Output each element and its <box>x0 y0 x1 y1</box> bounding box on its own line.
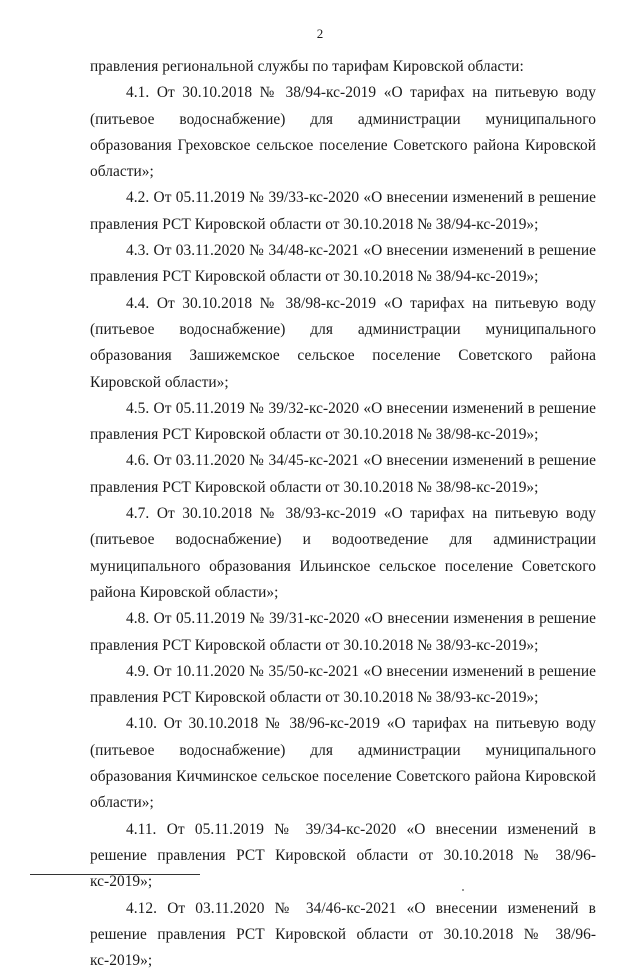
list-item-4-6: 4.6. От 03.11.2020 № 34/45-кс-2021 «О внесении изменений в решение правления РСТ Кировской области от 30.10.2018 № 38/98-кс-2019»; <box>90 448 596 501</box>
list-item-4-11: 4.11. От 05.11.2019 № 39/34-кс-2020 «О внесении изменений в решение правления РСТ Кировской области от 30.10.2018 № 38/96-кс-2019»; <box>90 817 596 896</box>
list-item-4-3: 4.3. От 03.11.2020 № 34/48-кс-2021 «О внесении изменений в решение правления РСТ Кировской области от 30.10.2018 № 38/94-кс-2019»; <box>90 238 596 291</box>
page-number: 2 <box>0 26 640 42</box>
list-item-4-10: 4.10. От 30.10.2018 № 38/96-кс-2019 «О тарифах на питьевую воду (питьевое водоснабжение) для администрации муниципального образования Кичминское сельское поселение Советского района Кировской области»; <box>90 711 596 816</box>
intro-line: правления региональной службы по тарифам Кировской области: <box>90 54 596 80</box>
list-item-4-7: 4.7. От 30.10.2018 № 38/93-кс-2019 «О тарифах на питьевую воду (питьевое водоснабжение) и водоотведение для администрации муниципального образования Ильинское сельское поселение Советского района Кировской области»; <box>90 501 596 606</box>
list-item-4-9: 4.9. От 10.11.2020 № 35/50-кс-2021 «О внесении изменений в решение правления РСТ Кировской области от 30.10.2018 № 38/93-кс-2019»; <box>90 659 596 712</box>
footnote-divider <box>30 874 200 875</box>
list-item-4-8: 4.8. От 05.11.2019 № 39/31-кс-2020 «О внесении изменения в решение правления РСТ Кировской области от 30.10.2018 № 38/93-кс-2019»; <box>90 606 596 659</box>
document-body <box>90 54 596 974</box>
list-item-4-2: 4.2. От 05.11.2019 № 39/33-кс-2020 «О внесении изменений в решение правления РСТ Кировской области от 30.10.2018 № 38/94-кс-2019»; <box>90 185 596 238</box>
list-item-4-5: 4.5. От 05.11.2019 № 39/32-кс-2020 «О внесении изменений в решение правления РСТ Кировской области от 30.10.2018 № 38/98-кс-2019»; <box>90 396 596 449</box>
list-item-4-1: 4.1. От 30.10.2018 № 38/94-кс-2019 «О тарифах на питьевую воду (питьевое водоснабжение) для администрации муниципального образования Греховское сельское поселение Советского района Кировской области»; <box>90 80 596 185</box>
scan-speck <box>462 889 464 891</box>
list-item-4-12: 4.12. От 03.11.2020 № 34/46-кс-2021 «О внесении изменений в решение правления РСТ Кировской области от 30.10.2018 № 38/96-кс-2019»; <box>90 896 596 974</box>
list-item-4-4: 4.4. От 30.10.2018 № 38/98-кс-2019 «О тарифах на питьевую воду (питьевое водоснабжение) для администрации муниципального образования Зашижемское сельское поселение Советского района Кировской области»; <box>90 291 596 396</box>
